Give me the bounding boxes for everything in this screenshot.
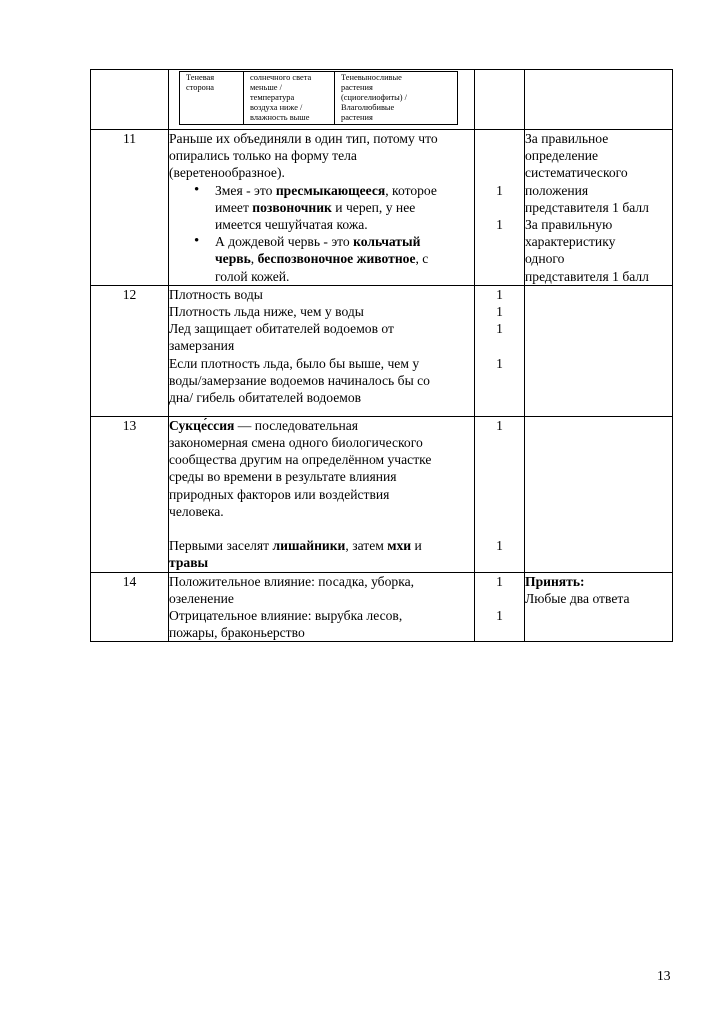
nested-cell: Теневая сторона xyxy=(180,72,244,125)
task-number: 11 xyxy=(91,130,169,286)
answer-cell xyxy=(169,70,475,130)
answer-cell: Плотность воды Плотность льда ниже, чем у воды Лед защищает обитателей водоемов от замерзания Если плотность льда, было бы выше, чем у воды/замерзание водоемов начиналось бы со дна/ гибель обитателей водоемов xyxy=(169,285,475,416)
bullet-item: • Змея - это пресмыкающееся, которое имеет позвоночник и череп, у нее имеется чешуйчатая кожа. xyxy=(169,182,474,234)
points-cell xyxy=(475,70,525,130)
task-number: 12 xyxy=(91,285,169,416)
point-value: 1 xyxy=(496,304,503,320)
table-row xyxy=(91,285,673,416)
point-value: 1 xyxy=(496,182,503,198)
point-value: 1 xyxy=(496,355,503,371)
nested-table-row xyxy=(180,72,458,125)
nested-cell: солнечного света меньше / температура воздуха ниже / влажность выше xyxy=(244,72,335,125)
nested-table xyxy=(179,71,458,125)
answer-cell: Сукце́ссия — последовательная закономерная смена одного биологического сообщества другим на определённом участке среды во времени в результате влияния природных факторов или воздействия человека. Первыми заселят лишайники, затем мхи и травы xyxy=(169,416,475,572)
criteria-cell: За правильное определение систематического положения представителя 1 балл За правильную характеристику одного представителя 1 балл xyxy=(525,130,673,286)
point-value: 1 xyxy=(496,538,503,554)
point-value: 1 xyxy=(496,573,503,589)
answer-cell: Раньше их объединяли в один тип, потому что опирались только на форму тела (веретенообразное). • Змея - это пресмыкающееся, которое имеет позвоночник и череп, у нее имеется чешуйчатая кожа. • А дождевой червь - это кольчатый червь, беспозвоночное животное, с голой кожей. xyxy=(169,130,475,286)
num-cell xyxy=(91,70,169,130)
answer-key-table xyxy=(90,69,673,642)
table-row xyxy=(91,70,673,130)
point-value: 1 xyxy=(496,216,503,232)
criteria-cell xyxy=(525,285,673,416)
bullet-list xyxy=(169,182,474,285)
points-cell xyxy=(475,130,525,286)
points-cell xyxy=(475,416,525,572)
answer-cell: Положительное влияние: посадка, уборка, озеленение Отрицательное влияние: вырубка лесов, пожары, браконьерство xyxy=(169,572,475,642)
table-row xyxy=(91,572,673,642)
bullet-item: • А дождевой червь - это кольчатый червь, беспозвоночное животное, с голой кожей. xyxy=(169,233,474,285)
points-cell xyxy=(475,572,525,642)
criteria-cell: Принять: Любые два ответа xyxy=(525,572,673,642)
point-value: 1 xyxy=(496,608,503,624)
point-value: 1 xyxy=(496,321,503,337)
table-row xyxy=(91,130,673,286)
nested-cell: Теневыносливые растения (сциогелиофиты) / Влаголюбивые растения xyxy=(335,72,458,125)
page-number: 13 xyxy=(657,968,671,983)
table-row xyxy=(91,416,673,572)
criteria-cell xyxy=(525,70,673,130)
points-cell xyxy=(475,285,525,416)
task-number: 14 xyxy=(91,572,169,642)
task-number: 13 xyxy=(91,416,169,572)
point-value: 1 xyxy=(496,286,503,302)
point-value: 1 xyxy=(496,417,503,433)
criteria-cell xyxy=(525,416,673,572)
